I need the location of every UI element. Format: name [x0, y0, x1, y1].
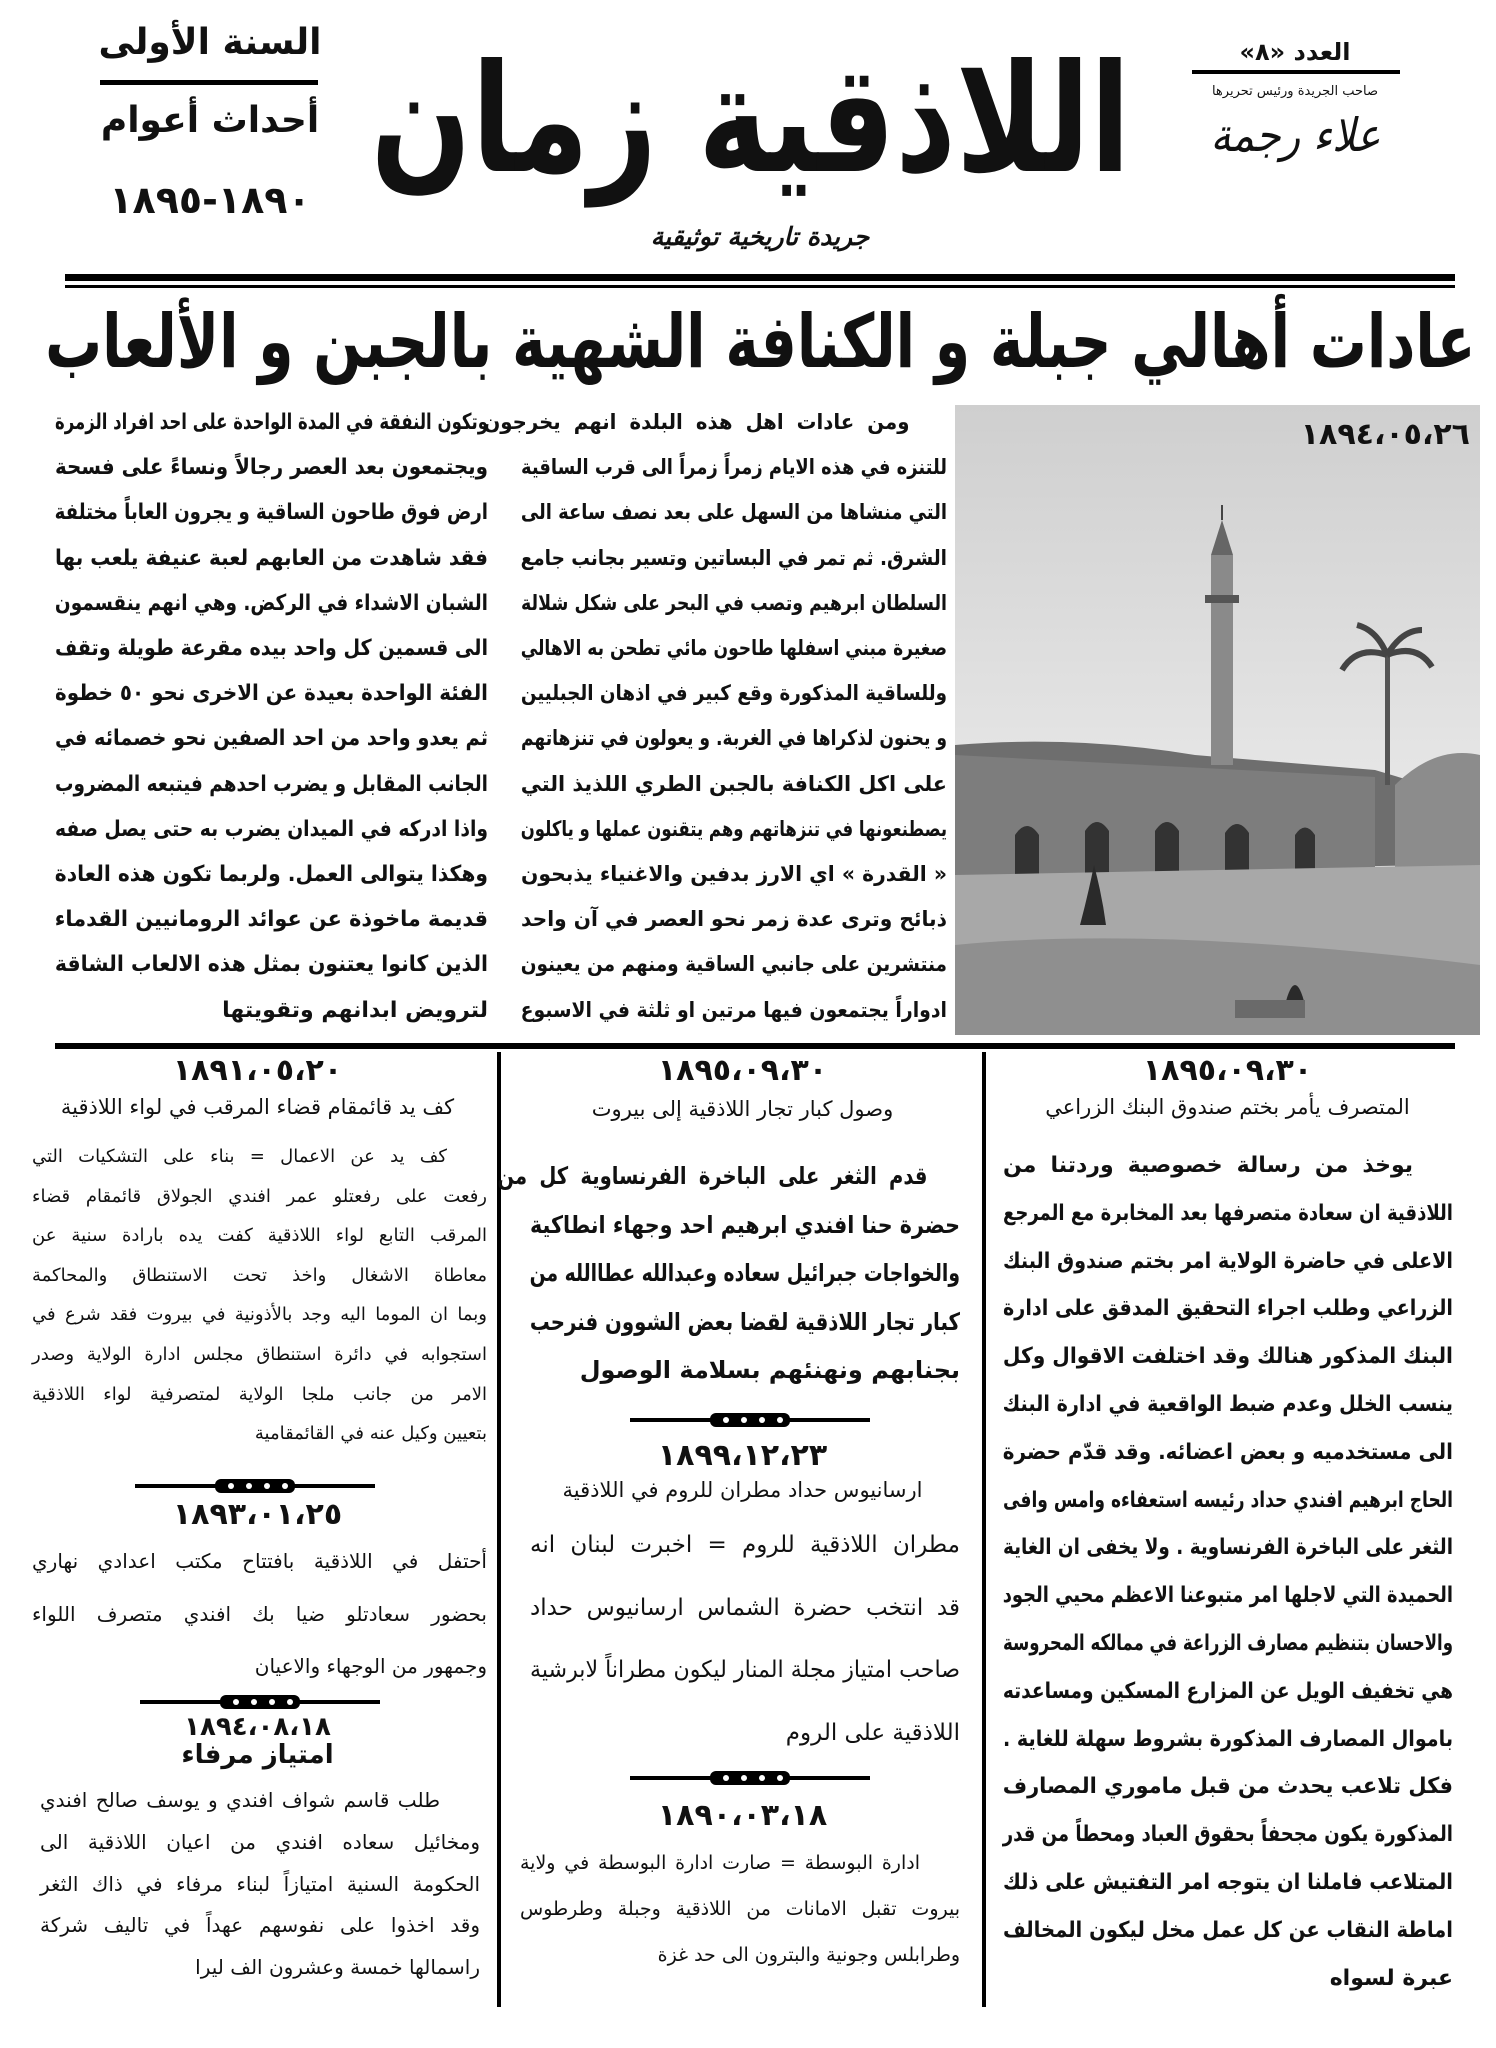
text-line: وطرابلس وجونية والبترون الى حد غزة — [657, 1944, 960, 1966]
text-line: وهكذا يتوالى العمل. ولربما تكون هذه العادة — [54, 862, 489, 888]
feature-column-right — [483, 400, 947, 1033]
editor-role: صاحب الجريدة ورئيس تحريرها — [1211, 84, 1379, 99]
text-line: فقد شاهدت من العابهم لعبة عنيفة يلعب بها — [55, 545, 488, 571]
article-body-school — [32, 1535, 487, 1693]
ornament-divider — [135, 1476, 375, 1496]
double-rule-bottom — [65, 285, 1455, 288]
text-line: الى قسمين كل واحد بيده مقرعة طويلة وتقف — [55, 636, 488, 662]
article-title: المتصرف يأمر بختم صندوق البنك الزراعي — [1045, 1095, 1410, 1119]
text-line: منتشرين على جانبي الساقية ومنهم من يعينون — [520, 952, 947, 977]
text-line: رفعت على رفعتلو عمر افندي الجولاق قائمقام قضاء — [32, 1185, 487, 1207]
historical-photo — [955, 405, 1480, 1035]
article-body-bishop — [530, 1514, 960, 1765]
text-line: مطران اللاذقية للروم = اخبرت لبنان انه — [530, 1532, 960, 1558]
text-line: بيروت تقبل الامانات من اللاذقية وجبلة وطرطوس — [520, 1898, 960, 1920]
text-line: الشرق. ثم تمر في البساتين وتسير بجانب جامع — [520, 545, 947, 570]
main-headline: عادات أهالي جبلة و الكنافة الشهية بالجبن و الألعاب — [44, 299, 1475, 385]
ornament-divider — [630, 1768, 870, 1788]
minaret — [1211, 555, 1233, 765]
double-rule-top — [65, 274, 1455, 281]
text-line: الفئة الواحدة بعيدة عن الاخرى نحو ٥٠ خطوة — [55, 681, 488, 707]
text-line: واذا ادركه في الميدان يضرب به حتى يصل صفه — [55, 816, 488, 842]
article-body-port — [40, 1780, 480, 1989]
article-date: ١٨٩٩،١٢،٢٣ — [657, 1438, 828, 1473]
text-line: ارض فوق طاحون الساقية و يجرون العاباً مختلفة — [54, 500, 489, 526]
events-label: أحداث أعوام — [100, 100, 320, 141]
text-line: « القدرة » اي الارز بدفين والاغنياء يذبحون — [521, 862, 947, 887]
text-line: ويجتمعون بعد العصر رجالاً ونساءً على فسحة — [55, 455, 488, 481]
article-body-merchants — [497, 1152, 960, 1395]
text-line: ينسب الخلل وعدم ضبط الواقعية في ادارة البنك — [1002, 1391, 1453, 1417]
photo-date: ١٨٩٤،٠٥،٢٦ — [1300, 417, 1470, 452]
article-body-bank — [1003, 1142, 1453, 2002]
issue-number: العدد «٨» — [1239, 38, 1351, 66]
text-line: المرقب التابع لواء اللاذقية كفت يده بارادة سنية عن — [32, 1225, 487, 1247]
article-body-post — [520, 1840, 960, 1978]
divider — [100, 80, 318, 85]
text-line: يوخذ من رسالة خصوصية وردتنا من — [1003, 1153, 1413, 1178]
text-line: الذين كانوا يعتنون بمثل هذه الالعاب الشاقة — [54, 952, 488, 978]
text-line: الحاج ابرهيم افندي حداد رئيسه استعفاءه وامس وافى — [1003, 1487, 1453, 1513]
text-line: اللاذقية ان سعادة متصرفها بعد المخابرة مع المرجع — [1003, 1200, 1453, 1226]
text-line: قد انتخب حضرة الشماس ارسانيوس حداد — [530, 1594, 960, 1621]
masthead-logo: اللاذقية زمان — [370, 33, 1130, 207]
year-label: السنة الأولى — [98, 22, 322, 63]
text-line: الاعلى في حاضرة الولاية امر بختم صندوق البنك — [1003, 1248, 1453, 1274]
article-title: امتياز مرفاء — [181, 1740, 334, 1770]
text-line: التي منشاها من السهل على بعد نصف ساعة الى — [520, 500, 947, 525]
masthead-subtitle: جريدة تاريخية توثيقية — [650, 222, 870, 251]
ornament-divider — [140, 1692, 380, 1712]
article-title: ارسانيوس حداد مطران للروم في اللاذقية — [562, 1478, 923, 1502]
text-line: الجانب المقابل و يضرب احدهم فيتبعه المضروب — [55, 771, 488, 797]
text-line: ادواراً يجتمعون فيها مرتين او ثلثة في الاسبوع — [520, 997, 947, 1022]
palm-tree — [1385, 655, 1390, 785]
text-line: عبرة لسواه — [1329, 1965, 1453, 1991]
year-range: ١٨٩٠-١٨٩٥ — [109, 178, 311, 222]
text-line: استجوابه في دائرة استنطاق مجلس ادارة الولاية وصدر — [32, 1343, 487, 1365]
text-line: كف يد عن الاعمال = بناء على التشكيات التي — [32, 1146, 447, 1167]
text-line: الامر من جانب ملجا الولاية لمتصرفية لواء اللاذقية — [32, 1383, 487, 1405]
column-rule — [982, 1052, 986, 2007]
feature-column-left — [55, 400, 488, 1033]
article-date: ١٨٩٣،٠١،٢٥ — [172, 1497, 343, 1532]
text-line: الزراعي وطلب اجراء التحقيق المدقق على ادارة — [1003, 1296, 1453, 1322]
text-line: كبار تجار اللاذقية لقضا بعض الشوون فنرحب — [529, 1307, 960, 1336]
article-date: ١٨٩٥،٠٩،٣٠ — [1142, 1053, 1313, 1088]
text-line: ومخائيل سعاده افندي من اعيان اللاذقية الى — [40, 1829, 480, 1854]
text-line: هي تخفيف الويل عن المزارع المسكين ومساعدته — [1002, 1678, 1453, 1704]
text-line: وجمهور من الوجهاء والاعيان — [254, 1654, 487, 1678]
text-line: والاحسان بتنظيم مصارف الزراعة في ممالكه المحروسة — [1003, 1630, 1453, 1656]
text-line: راسمالها خمسة وعشرون الف ليرا — [195, 1955, 480, 1980]
text-line: وبما ان الموما اليه وجد بالأذونية في بيروت فقد شرع في — [32, 1304, 487, 1326]
text-line: قديمة ماخوذة عن عوائد الرومانيين القدماء — [54, 907, 489, 933]
article-date: ١٨٩٥،٠٩،٣٠ — [657, 1053, 828, 1088]
text-line: الثغر على الباخرة الفرنساوية . ولا يخفى ان الغاية — [1003, 1535, 1453, 1561]
text-line: طلب قاسم شواف افندي و يوسف صالح افندي — [40, 1788, 440, 1812]
text-line: أحتفل في اللاذقية بافتتاح مكتب اعدادي نهاري — [32, 1549, 487, 1573]
article-body-qaimaqam — [32, 1137, 487, 1454]
text-line: قدم الثغر على الباخرة الفرنساوية كل من — [497, 1162, 928, 1190]
editor-signature: علاء رجمة — [1209, 108, 1380, 162]
text-line: للتنزه في هذه الايام زمراً زمراً الى قرب الساقية — [521, 455, 947, 480]
text-line: الى مستخدميه و بعض اعضائه. وقد قدّم حضرة — [1002, 1439, 1453, 1465]
text-line: ادارة البوسطة = صارت ادارة البوسطة في ولاية — [520, 1852, 920, 1874]
section-divider — [55, 1043, 1455, 1049]
text-line: معاطاة الاشغال واخذ تحت الاستنطاق والمحاكمة — [32, 1264, 487, 1286]
text-line: صاحب امتياز مجلة المنار ليكون مطراناً لابرشية — [530, 1657, 960, 1684]
text-line: بتعيين وكيل عنه في القائمقامية — [254, 1423, 487, 1445]
article-title: كف يد قائمقام قضاء المرقب في لواء اللاذقية — [60, 1095, 455, 1119]
text-line: باموال المصارف المذكورة بشروط سهلة للغاية . — [1003, 1726, 1453, 1752]
text-line: المذكورة يكون مجحفاً بحقوق العباد ومحطاً من قدر — [1002, 1822, 1453, 1848]
article-title: وصول كبار تجار اللاذقية إلى بيروت — [591, 1097, 894, 1121]
text-line: ثم يعدو واحد من احد الصفين نحو خصمائه في — [55, 726, 488, 752]
text-line: وللساقية المذكورة وقع كبير في اذهان الجبليين — [520, 681, 947, 706]
text-line: المتلاعب فاملنا ان يتوجه امر التفتيش على ذلك — [1002, 1869, 1453, 1895]
text-line: لترويض ابدانهم وتقويتها — [222, 997, 488, 1023]
text-line: البنك المذكور هنالك وقد اختلفت الاقوال وكل — [1002, 1344, 1453, 1370]
divider — [1192, 70, 1400, 74]
text-line: الحميدة التي لاجلها امر متبوعنا الاعظم محيي الجود — [1002, 1583, 1453, 1609]
text-line: والخواجات جبرائيل سعاده وعبدالله عطاالله من — [529, 1259, 960, 1287]
article-date: ١٨٩٠،٠٣،١٨ — [657, 1798, 828, 1833]
text-line: وتكون النفقة في المدة الواحدة على احد افراد الزمرة — [55, 410, 488, 435]
text-line: حضرة حنا افندي ابرهيم احد وجهاء انطاكية — [530, 1210, 960, 1239]
text-line: اللاذقية على الروم — [785, 1720, 960, 1747]
text-line: بجنابهم ونهنئهم بسلامة الوصول — [579, 1356, 960, 1384]
text-line: الشبان الاشداء في الركض. وهي انهم ينقسمون — [54, 590, 488, 616]
text-line: على اكل الكنافة بالجبن الطري اللذيذ التي — [520, 771, 947, 796]
text-line: ذبائح وترى عدة زمر نحو العصر في آن واحد — [521, 907, 947, 932]
text-line: فكل تلاعب يحدث من قبل ماموري المصارف — [1002, 1774, 1453, 1800]
text-line: وقد اخذوا على نفوسهم عهداً في تاليف شركة — [40, 1913, 480, 1938]
text-line: اماطة النقاب عن كل عمل مخل ليكون المخالف — [1003, 1917, 1453, 1943]
text-line: صغيرة مبني اسفلها طاحون مائي تطحن به الاهالي — [520, 636, 947, 661]
text-line: الحكومة السنية امتيازاً لبناء مرفاء في ذاك الثغر — [40, 1871, 480, 1896]
text-line: ومن عادات اهل هذه البلدة انهم يخرجون — [483, 410, 910, 434]
text-line: بحضور سعادتلو ضيا بك افندي متصرف اللواء — [32, 1601, 487, 1626]
text-line: و يحنون لذكراها في الغربة. و يعولون في تنزهاتهم — [521, 726, 947, 751]
text-line: يصطنعونها في تنزهاتهم وهم يتقنون عملها و ياكلون — [520, 816, 947, 841]
ruins-engraving — [955, 405, 1480, 1035]
ornament-divider — [630, 1410, 870, 1430]
article-date: ١٨٩١،٠٥،٢٠ — [172, 1053, 343, 1088]
article-date: ١٨٩٤،٠٨،١٨ — [184, 1712, 331, 1742]
text-line: السلطان ابرهيم وتصب في البحر على شكل شلالة — [521, 590, 947, 615]
